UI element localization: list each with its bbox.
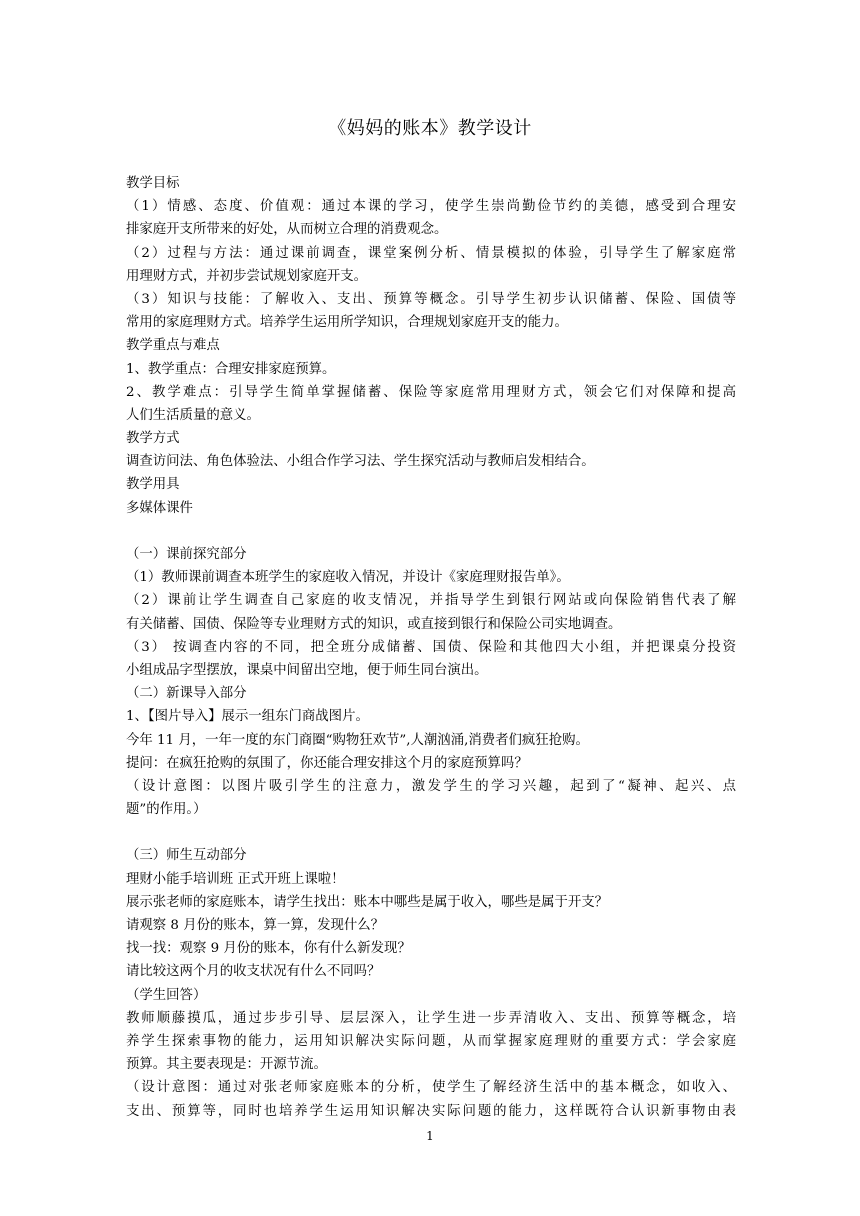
paragraph-line: 1、教学重点：合理安排家庭预算。 (126, 361, 336, 377)
paragraph-line: 展示张老师的家庭账本，请学生找出：账本中哪些是属于收入，哪些是属于开支？ (126, 894, 609, 910)
heading-teaching-tools: 教学用具 (126, 477, 180, 493)
paragraph-line: （学生回答） (126, 987, 207, 1003)
paragraph-line: 请比较这两个月的收支状况有什么不同吗？ (126, 964, 381, 980)
paragraph-line: （1）情感、态度、价值观：通过本课的学习，使学生崇尚勤俭节约的美德，感受到合理安 (126, 199, 736, 215)
paragraph-line: 请观察 8 月份的账本，算一算，发现什么？ (126, 918, 385, 933)
blank-line (126, 520, 736, 543)
paragraph-line: 小组成品字型摆放，课桌中间留出空地，便于师生同台演出。 (126, 662, 488, 678)
heading-interaction: （三）师生互动部分 (126, 848, 247, 864)
document-title: 《妈妈的账本》教学设计 (328, 118, 532, 139)
paragraph-line: 找一找：观察 9 月份的账本，你有什么新发现？ (126, 941, 411, 957)
paragraph-line: （设计意图：通过对张老师家庭账本的分析，使学生了解经济生活中的基本概念，如收入、 (126, 1080, 736, 1096)
paragraph-line: 常用的家庭理财方式。培养学生运用所学知识，合理规划家庭开支的能力。 (126, 315, 568, 331)
paragraph-line: 提问：在疯狂抢购的氛围了，你还能合理安排这个月的家庭预算吗？ (126, 755, 528, 771)
paragraph-line: 1、【图片导入】展示一组东门商战图片。 (126, 709, 369, 725)
heading-teaching-goals: 教学目标 (126, 176, 180, 191)
paragraph-line: （2）过程与方法：通过课前调查，课堂案例分析、情景模拟的体验，引导学生了解家庭常 (126, 245, 736, 261)
heading-pre-class: （一）课前探究部分 (126, 547, 247, 562)
paragraph-line: 理财小能手培训班 正式开班上课啦！ (126, 871, 345, 887)
paragraph-line: 教师顺藤摸瓜，通过步步引导、层层深入，让学生进一步弄清收入、支出、预算等概念，培 (126, 1010, 736, 1026)
document-body (126, 172, 736, 1123)
paragraph-line: 养学生探索事物的能力，运用知识解决实际问题，从而掌握家庭理财的重要方式：学会家庭 (126, 1033, 736, 1049)
paragraph-line: （设计意图：以图片吸引学生的注意力，激发学生的学习兴趣，起到了“凝神、起兴、点 (126, 778, 736, 794)
paragraph-line: 2、教学难点：引导学生简单掌握储蓄、保险等家庭常用理财方式，领会它们对保障和提高 (126, 384, 736, 400)
blank-line (126, 821, 736, 844)
paragraph-line: （2）课前让学生调查自己家庭的收支情况，并指导学生到银行网站或向保险销售代表了解 (126, 593, 736, 609)
paragraph-line: 排家庭开支所带来的好处，从而树立合理的消费观念。 (126, 222, 448, 238)
paragraph-line: 多媒体课件 (126, 500, 193, 516)
paragraph-line: 用理财方式，并初步尝试规划家庭开支。 (126, 268, 368, 284)
heading-key-points: 教学重点与难点 (126, 338, 220, 354)
paragraph-line: （3） 按调查内容的不同，把全班分成储蓄、国债、保险和其他四大小组，并把课桌分投资 (126, 639, 736, 655)
paragraph-line: （3）知识与技能：了解收入、支出、预算等概念。引导学生初步认识储蓄、保险、国债等 (126, 291, 736, 307)
paragraph-line: 调查访问法、角色体验法、小组合作学习法、学生探究活动与教师启发相结合。 (126, 454, 595, 470)
paragraph-line: 有关储蓄、国债、保险等专业理财方式的知识，或直接到银行和保险公司实地调查。 (126, 616, 622, 632)
heading-teaching-methods: 教学方式 (126, 431, 180, 447)
page-number: 1 (426, 1129, 434, 1143)
paragraph-line: 预算。其主要表现是：开源节流。 (126, 1057, 327, 1073)
paragraph-line: 题”的作用。） (126, 802, 207, 818)
paragraph-line: （1）教师课前调查本班学生的家庭收入情况，并设计《家庭理财报告单》。 (126, 570, 570, 586)
paragraph-line: 支出、预算等，同时也培养学生运用知识解决实际问题的能力，这样既符合认识新事物由表 (126, 1103, 736, 1119)
paragraph-line: 今年 11 月，一年一度的东门商圈“购物狂欢节”,人潮汹涌,消费者们疯狂抢购。 (126, 732, 589, 748)
heading-new-lesson: （二）新课导入部分 (126, 686, 247, 702)
paragraph-line: 人们生活质量的意义。 (126, 407, 260, 423)
